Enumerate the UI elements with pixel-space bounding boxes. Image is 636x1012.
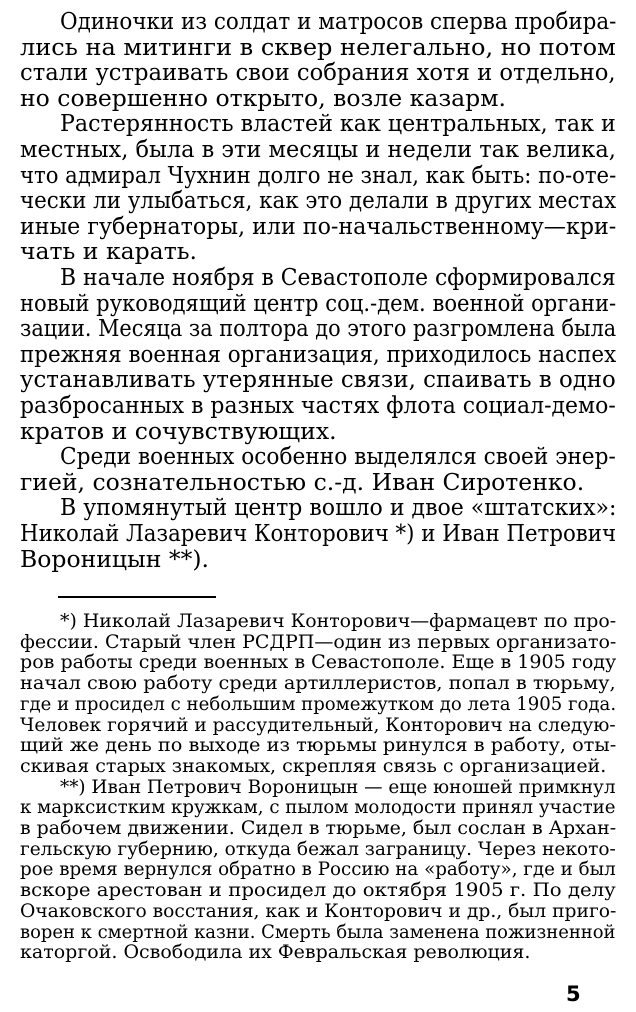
footnote-line-8: скивая старых знакомых, скрепляя связь с организацией. (20, 754, 607, 777)
main-text-line-14: прежняя военная организация, приходилось наспех (20, 339, 617, 368)
main-text-line-19: гией, сознательностью с.-д. Иван Сиротенко. (20, 467, 585, 496)
main-text-line-6: местных, была в эти месяцы и недели так велика, (20, 135, 616, 163)
main-text-line-20: В упомянутый центр вошло и двое «штатских»: (60, 493, 617, 522)
footnote-line-12: гельскую губернию, откуда бежал заграницу. Через некото- (20, 837, 616, 860)
footnote-line-2: фессии. Старый член РСДРП—один из первых организато- (20, 630, 617, 653)
main-text-line-3: стали устраивать свои собрания хотя и отдельно, (20, 58, 616, 87)
footnote-line-6: Человек горячий и рассудительный, Конторович на следую- (20, 713, 616, 736)
main-text-line-10: чать и карать. (20, 237, 197, 266)
footnote-line-10: к марксистким кружкам, с пылом молодости принял участие (20, 796, 616, 819)
footnote-line-5: где и просидел с небольшим промежутком до лета 1905 года. (20, 692, 617, 715)
main-text-line-15: устанавливать утерянные связи, спаивать в одно (20, 365, 616, 394)
main-text-line-22: Вороницын **). (20, 544, 210, 573)
footnote-line-14: вскоре арестован и просидел до октября 1905 г. По делу (20, 879, 616, 902)
main-text-line-12: новый руководящий центр соц.-дем. военной органи- (20, 288, 617, 317)
main-text-line-1: Одиночки из солдат и матросов сперва пробира- (60, 7, 617, 35)
footnote-line-11: в рабочем движении. Сидел в тюрьме, был сослан в Архан- (20, 817, 617, 839)
main-text-line-21: Николай Лазаревич Конторович *) и Иван Петрович (20, 519, 617, 547)
footnote-line-17: каторгой. Освободила их Февральская революция. (20, 941, 531, 964)
footnote-line-3: ров работы среди военных в Севастополе. Еще в 1905 году (20, 651, 617, 674)
page-number: 5 (566, 982, 581, 1006)
footnote-separator (58, 596, 216, 598)
main-text-line-4: но совершенно открыто, возле казарм. (20, 83, 506, 112)
main-text-line-18: Среди военных особенно выделялся своей энер- (60, 442, 616, 471)
footnote-line-1: *) Николай Лазаревич Конторович—фармацевт по про- (60, 610, 617, 632)
footnote-line-7: щий же день по выходе из тюрьмы ринулся в работу, оты- (20, 734, 617, 757)
main-text-line-13: зации. Месяца за полтора до этого разгромлена была (20, 314, 617, 343)
main-text-line-16: разбросанных в разных частях флота социал-демо- (20, 391, 616, 419)
footnote-line-16: ворен к смертной казни. Смерть была заменена пожизненной (20, 920, 616, 943)
main-text-line-7: что адмирал Чухнин долго не знал, как быть: по-оте- (20, 160, 617, 189)
main-text-line-2: лись на митинги в сквер нелегально, но потом (20, 32, 616, 61)
footnote-line-4: начал свою работу среди артиллеристов, попал в тюрьму, (20, 672, 616, 695)
footnote-line-9: **) Иван Петрович Вороницын — еще юношей примкнул (60, 775, 616, 798)
main-text-line-17: кратов и сочувствующих. (20, 416, 337, 445)
main-text-line-8: чески ли улыбаться, как это делали в других местах (20, 186, 617, 215)
main-text-line-5: Растерянность властей как центральных, так и (60, 109, 616, 138)
footnote-line-13: рое время вернулся обратно в Россию на «работу», где и был (20, 858, 616, 881)
main-text-line-11: В начале ноября в Севастополе сформировался (60, 263, 616, 291)
main-text-line-9: иные губернаторы, или по-начальственному—кри- (20, 211, 617, 240)
footnote-line-15: Очаковского восстания, как и Конторович и др., был приго- (20, 899, 617, 922)
